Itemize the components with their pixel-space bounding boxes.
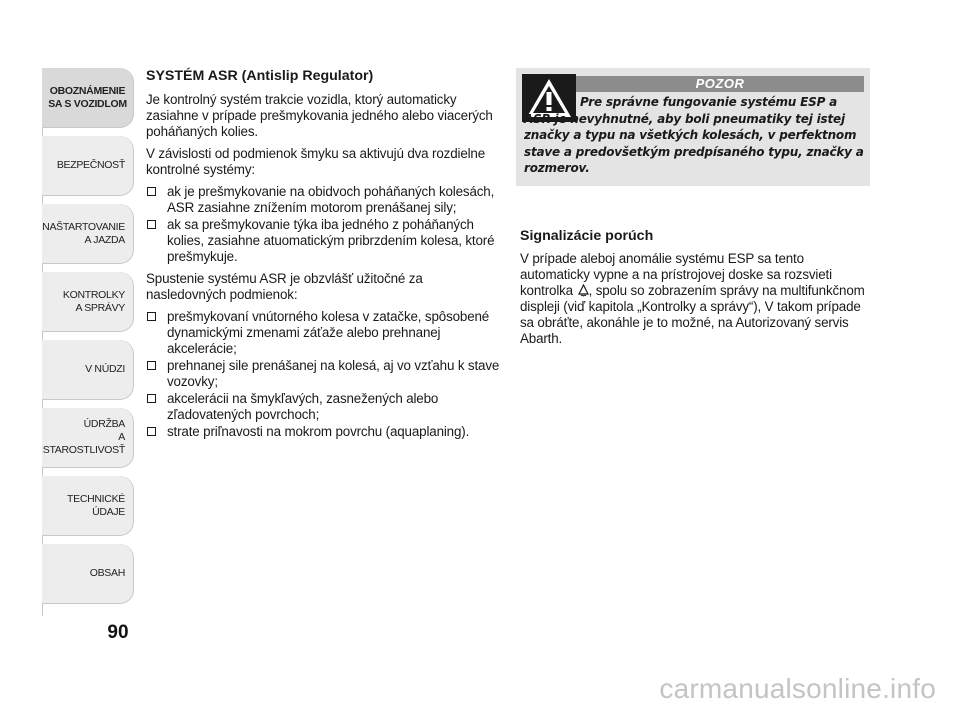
tab-obsah[interactable]: OBSAH: [42, 544, 134, 604]
paragraph: [520, 251, 870, 347]
checkbox-bullet-icon: [147, 394, 156, 403]
asr-section: [146, 68, 502, 446]
paragraph: Je kontrolný systém trakcie vozidla, ktorý automaticky zasiahne v prípade prešmykovania jedného alebo viacerých poháňaných kolies.: [146, 92, 493, 139]
warning-title: POZOR: [576, 76, 864, 92]
checkbox-bullet-icon: [147, 187, 156, 196]
list-item-text: ak je prešmykovanie na obidvoch poháňaných kolesách, ASR zasiahne znížením motorom prenášanej sily;: [167, 184, 495, 215]
tab-v-nudzi[interactable]: V NÚDZI: [42, 340, 134, 400]
section-heading: Signalizácie porúch: [520, 228, 654, 244]
watermark: carmanualsonline.info: [659, 673, 936, 704]
section-heading: SYSTÉM ASR (Antislip Regulator): [146, 68, 374, 84]
tab-technicke-udaje[interactable]: TECHNICKÉ ÚDAJE: [42, 476, 134, 536]
list-item: [146, 391, 502, 423]
chapter-tabs: [42, 68, 134, 612]
list-item-text: ak sa prešmykovanie týka iba jedného z poháňaných kolies, zasiahne atuomatickým pribrzdením kolesa, ktoré prešmykuje.: [167, 217, 495, 264]
paragraph: Spustenie systému ASR je obzvlášť užitočné za nasledovných podmienok:: [146, 271, 423, 302]
tab-oboznamenie[interactable]: OBOZNÁMENIE SA S VOZIDLOM: [42, 68, 134, 128]
tab-udrzba[interactable]: ÚDRŽBA A STAROSTLIVOSŤ: [42, 408, 134, 468]
list-item: [146, 358, 502, 390]
bullet-list: [146, 309, 502, 440]
tab-bezpecnost[interactable]: BEZPEČNOSŤ: [42, 136, 134, 196]
list-item: [146, 184, 502, 216]
list-item: [146, 424, 502, 440]
paragraph-text: V prípade aleboj anomálie systému ESP sa tento automaticky vypne a na prístrojovej doske sa rozsvieti kontrolka: [520, 251, 832, 298]
tab-nastartovanie[interactable]: NAŠTARTOVANIE A JAZDA: [42, 204, 134, 264]
warning-box: [516, 68, 870, 186]
paragraph: V závislosti od podmienok šmyku sa aktivujú dva rozdielne kontrolné systémy:: [146, 146, 486, 177]
list-item-text: strate priľnavosti na mokrom povrchu (aquaplaning).: [167, 424, 470, 439]
esp-warning-icon: [578, 284, 589, 297]
list-item-text: akcelerácii na šmykľavých, zasnežených alebo zľadovatených povrchoch;: [167, 391, 439, 422]
checkbox-bullet-icon: [147, 312, 156, 321]
paragraph-text: , spolu so zobrazením správy na multifunkčnom displeji (viď kapitola „Kontrolky a správy“), V takom prípade sa obráťte, akonáhle je to možné, na Autorizovaný servis Abarth.: [520, 283, 865, 346]
bullet-list: [146, 184, 502, 265]
list-item: [146, 309, 502, 357]
page-number: 90: [107, 622, 129, 643]
checkbox-bullet-icon: [147, 427, 156, 436]
tab-kontrolky[interactable]: KONTROLKY A SPRÁVY: [42, 272, 134, 332]
list-item: [146, 217, 502, 265]
fault-signaling-section: [520, 228, 870, 353]
list-item-text: prešmykovaní vnútorného kolesa v zatačke, spôsobené dynamickými zmenami záťaže alebo prehnanej akcelerácie;: [167, 309, 490, 356]
checkbox-bullet-icon: [147, 220, 156, 229]
list-item-text: prehnanej sile prenášanej na kolesá, aj vo vzťahu k stave vozovky;: [167, 358, 500, 389]
warning-text: Pre správne fungovanie systému ESP a ASR je nevyhnutné, aby boli pneumatiky tej istej značky a typu na všetkých kolesách, v perfektnom stave a predovšetkým predpísaného typu, značky a rozmerov.: [524, 95, 864, 175]
checkbox-bullet-icon: [147, 361, 156, 370]
